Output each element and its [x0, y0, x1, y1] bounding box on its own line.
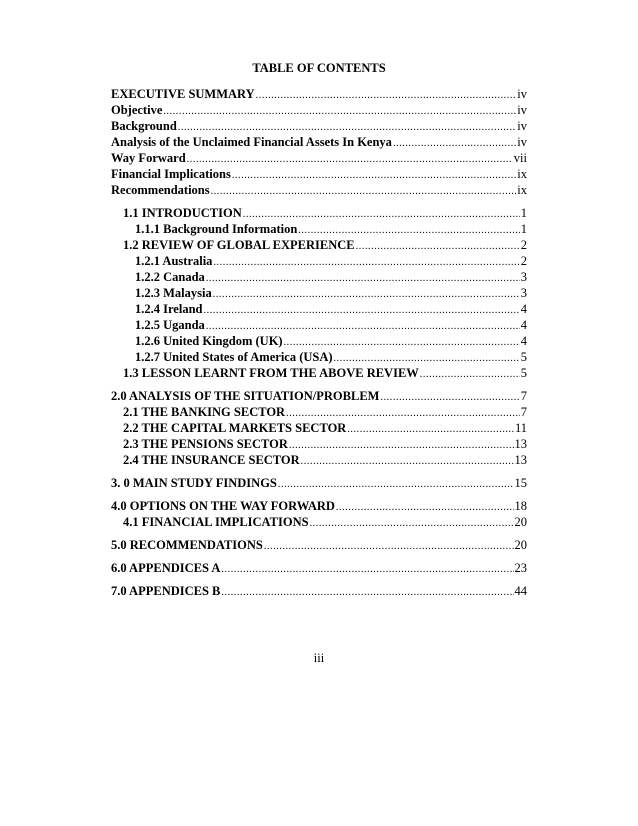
dot-leader: [278, 477, 514, 493]
toc-entry: [123, 365, 527, 381]
toc-entry: [135, 269, 527, 285]
toc-entry-label: 2.4 THE INSURANCE SECTOR: [123, 453, 300, 467]
page-number: iii: [313, 651, 325, 665]
toc-entry-page: 13: [514, 437, 527, 451]
toc-entry-page: iv: [517, 135, 527, 149]
toc-entry-page: 1: [520, 206, 527, 220]
toc-entry-page: 7: [520, 389, 527, 403]
toc-entry-page: 2: [520, 238, 527, 252]
toc-entry-page: 13: [514, 453, 527, 467]
toc-entry-label: EXECUTIVE SUMMARY: [111, 87, 255, 101]
toc-entry-page: 18: [514, 499, 527, 513]
toc-entry-label: 1.3 LESSON LEARNT FROM THE ABOVE REVIEW: [123, 366, 419, 380]
toc-entry-label: 1.2.6 United Kingdom (UK): [135, 334, 283, 348]
toc-entry-label: 3. 0 MAIN STUDY FINDINGS: [111, 476, 277, 490]
toc-entry-page: 3: [520, 286, 527, 300]
toc-entry-label: 1.1 INTRODUCTION: [123, 206, 242, 220]
toc-entry: [135, 301, 527, 317]
dot-leader: [301, 454, 514, 470]
toc-entry-label: 1.1.1 Background Information: [135, 222, 298, 236]
toc-entry-page: 1: [520, 222, 527, 236]
toc-entry-page: iv: [517, 87, 527, 101]
toc-entry-label: 5.0 RECOMMENDATIONS: [111, 538, 263, 552]
toc-entry: [111, 166, 527, 182]
toc-entry-page: iv: [517, 119, 527, 133]
toc-entry: [111, 134, 527, 150]
toc-entry-label: Analysis of the Unclaimed Financial Assets In Kenya: [111, 135, 392, 149]
toc-entry-page: 7: [520, 405, 527, 419]
toc-entry-page: 15: [514, 476, 527, 490]
page-title: TABLE OF CONTENTS: [252, 61, 386, 75]
toc-entry-label: 2.3 THE PENSIONS SECTOR: [123, 437, 288, 451]
dot-leader: [221, 562, 513, 578]
toc-entry: [135, 285, 527, 301]
toc-entry: [111, 498, 527, 514]
toc-entry: [111, 118, 527, 134]
toc-entry-label: 1.2.3 Malaysia: [135, 286, 212, 300]
toc-entry-label: 1.2.1 Australia: [135, 254, 213, 268]
toc-entry-label: 6.0 APPENDICES A: [111, 561, 221, 575]
dot-leader: [264, 539, 514, 555]
toc-entry-label: 7.0 APPENDICES B: [111, 584, 221, 598]
toc-entry: [111, 537, 527, 553]
toc-entry-label: Background: [111, 119, 177, 133]
toc-entry-page: 23: [514, 561, 527, 575]
toc-entry: [123, 452, 527, 468]
toc-entry-label: Financial Implications: [111, 167, 231, 181]
toc-entry-page: 4: [520, 334, 527, 348]
toc-entry-page: 20: [514, 515, 527, 529]
toc-entry: [111, 475, 527, 491]
toc-entry: [111, 150, 527, 166]
dot-leader: [211, 184, 517, 200]
toc-entry: [123, 420, 527, 436]
toc-entry-label: 4.1 FINANCIAL IMPLICATIONS: [123, 515, 309, 529]
toc-entry-label: 4.0 OPTIONS ON THE WAY FORWARD: [111, 499, 335, 513]
toc-entry-page: 44: [514, 584, 527, 598]
toc-entry-page: 20: [514, 538, 527, 552]
toc-entry: [135, 221, 527, 237]
toc-entry: [111, 583, 527, 599]
toc-entry: [123, 205, 527, 221]
toc-entry: [135, 333, 527, 349]
toc-entry-label: 1.2 REVIEW OF GLOBAL EXPERIENCE: [123, 238, 355, 252]
toc-entry: [111, 182, 527, 198]
toc-entry-label: 2.1 THE BANKING SECTOR: [123, 405, 286, 419]
toc-entry-page: iv: [517, 103, 527, 117]
toc-entry-label: Recommendations: [111, 183, 210, 197]
toc-entry-label: 2.2 THE CAPITAL MARKETS SECTOR: [123, 421, 347, 435]
dot-leader: [420, 367, 520, 383]
toc-entry: [123, 237, 527, 253]
toc-entry-label: 1.2.2 Canada: [135, 270, 205, 284]
toc-entry-page: 3: [520, 270, 527, 284]
toc-entry: [123, 436, 527, 452]
dot-leader: [310, 516, 514, 532]
toc-entry-label: 1.2.4 Ireland: [135, 302, 203, 316]
toc-entry-label: 1.2.7 United States of America (USA): [135, 350, 333, 364]
toc-entry-label: Objective: [111, 103, 163, 117]
dot-leader: [221, 585, 513, 601]
toc-entry-page: 4: [520, 318, 527, 332]
toc-entry: [111, 560, 527, 576]
toc-entry-page: ix: [517, 167, 527, 181]
toc-entry-page: 5: [520, 350, 527, 364]
toc-entry: [135, 349, 527, 365]
toc-entry-page: 11: [514, 421, 527, 435]
toc-entry-page: 4: [520, 302, 527, 316]
toc-entry: [135, 317, 527, 333]
toc-entry-page: ix: [517, 183, 527, 197]
toc-entry: [123, 404, 527, 420]
toc-entry: [111, 102, 527, 118]
toc-entry-label: 1.2.5 Uganda: [135, 318, 205, 332]
toc-entry: [111, 86, 527, 102]
toc-entry-page: 5: [520, 366, 527, 380]
toc-entry-label: Way Forward: [111, 151, 186, 165]
toc-entry-page: vii: [513, 151, 527, 165]
toc-entry-label: 2.0 ANALYSIS OF THE SITUATION/PROBLEM: [111, 389, 380, 403]
toc-entry: [111, 388, 527, 404]
toc-entry: [135, 253, 527, 269]
toc-entry-page: 2: [520, 254, 527, 268]
toc-entry: [123, 514, 527, 530]
